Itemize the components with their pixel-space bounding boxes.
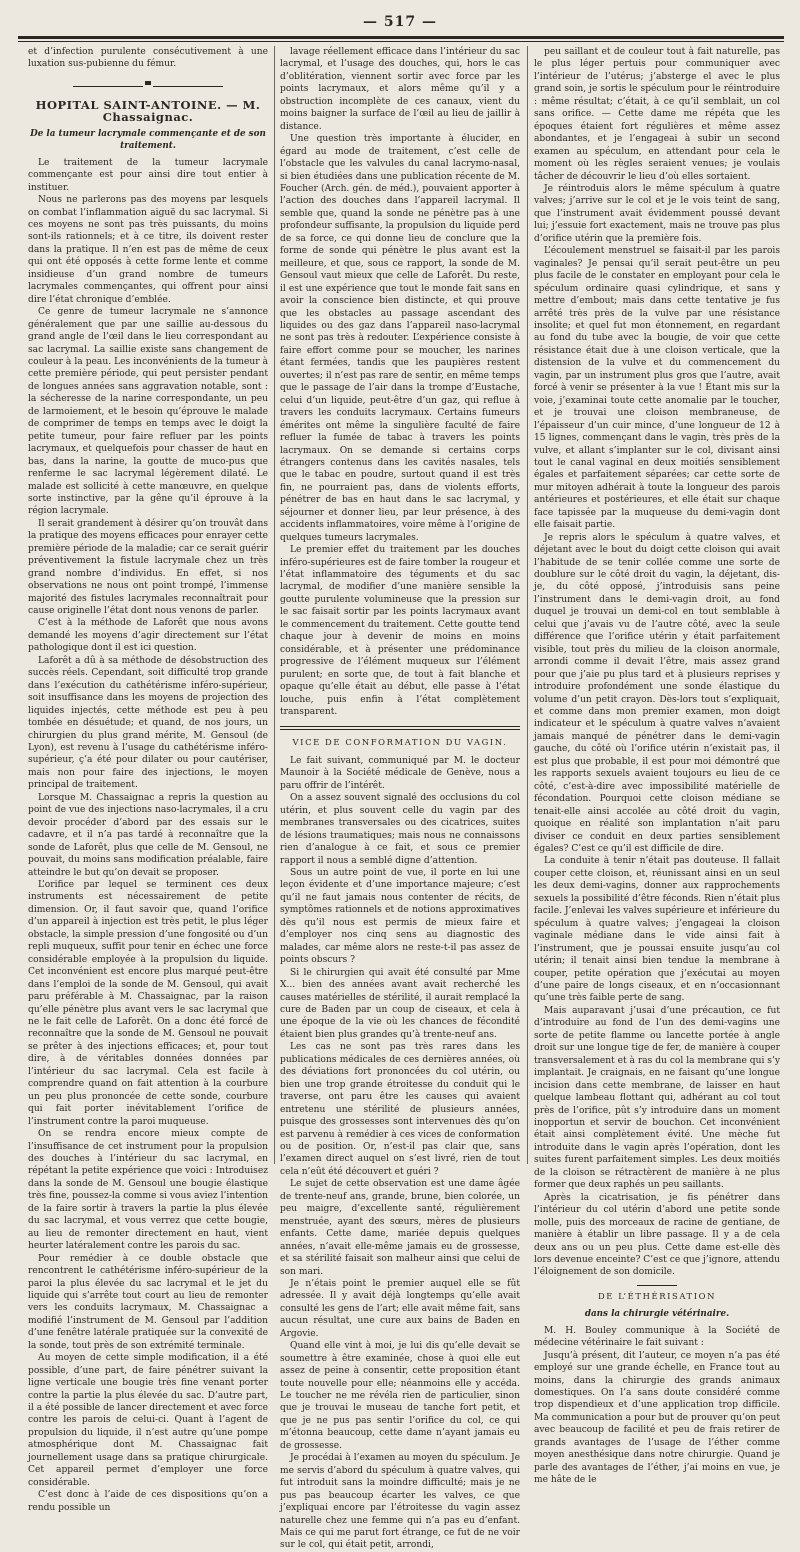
paragraph: lavage réellement efficace dans l’intérieur du sac lacrymal, et l’usage des douches, qui, hors le cas d’oblitération, viennent sortir avec force par les points lacrymaux, et alors même qu’il y a obstruction incomplète de ces canaux, vient du moins baigner la surface de l’œil au lieu de jaillir à distance. [280,47,520,132]
paragraph: peu saillant et de couleur tout à fait naturelle, pas le plus léger pertuis pour communiquer avec l’intérieur de l’utérus; j’absterge el avec le plus grand soin, je sortis le spéculum pour le réintroduire : même résultat; c’était, à ce qu’il semblait, un col sans orifice. — Cette dame me répéta que les époques étaient fort régulières et même assez abondantes, et je l’engageai à subir un second examen au spéculum, en attendant pour cela le moment où les règles seraient venues; je voulais tâcher de découvrir le lieu d’où elles sortaient. [534,47,780,182]
article-body [28,157,268,1514]
paragraph: C’est à la méthode de Laforêt que nous avons demandé les moyens d’agir directement sur l’état pathologique dont il est ici question. [28,618,268,654]
column-divider [274,46,275,1164]
paragraph: Quand elle vint à moi, je lui dis qu’elle devait se soumettre à être examinée, chose à quoi elle eut assez de peine à consentir, cette proposition étant toute nouvelle pour elle; néanmoins elle y accéda. Le toucher ne me révéla rien de particulier, sinon que je trouvai le museau de tanche fort petit, et que je ne pus pas sentir l’orifice du col, ce qui m’étonna beaucoup, cette dame n’ayant jamais eu de grossesse. [280,1341,520,1451]
paragraph: Laforêt a dû à sa méthode de désobstruction des succès réels. Cependant, soit difficulté trop grande dans l’exécution du cathétérisme inféro-supérieur, soit insuffisance dans les moyens de projection des liquides injectés, cette méthode est peu à peu tombée en désuétude; et quand, de nos jours, un chirurgien du plus grand mérite, M. Gensoul (de Lyon), est revenu à l’usage du cathétérisme inféro-supérieur, ç’a été pour dilater ou pour cautériser, mais non pour faire des injections, le moyen principal de traitement. [28,655,268,791]
continuation-text: et d’infection purulente consécutivement à une luxation sus-pubienne du fémur. [28,47,268,70]
section-rule [280,726,520,730]
paragraph: Mais auparavant j’usai d’une précaution, ce fut d’introduire au fond de l’un des demi-vagins une sorte de petite flamme ou lancette portée à angle droit sur une longue tige de fer, de manière à couper transversalement et à ras du col la membrane qui s’y implantait. Je craignais, en ne faisant qu’une longue incision dans cette membrane, de laisser en haut quelque lambeau flottant qui, adhérant au col tout près de l’orifice, pût s’y introduire dans un moment inopportun et servir de bouchon. Cet inconvénient était ainsi complètement évité. Une mèche fut introduite dans le vagin après l’opération, dont les suites furent parfaitement simples. Les deux moitiés de la cloison se rétractèrent de manière à ne plus former que deux raphés un peu saillants. [534,1005,780,1191]
paragraph: Nous ne parlerons pas des moyens par lesquels on combat l’inflammation aiguë du sac lacrymal. Si ces moyens ne sont pas très puissants, du moins sont-ils rationnels; et à ce titre, ils doivent rester dans la pratique. Il n’en est pas de même de ceux qui ont été opposés à cette forme lente et comme insidieuse d’un grand nombre de tumeurs lacrymales commençantes, qui offrent pour ainsi dire l’état chronique d’emblée. [28,195,268,305]
article-subheading: De la tumeur lacrymale commençante et de son traitement. [30,128,266,152]
paragraph: On se rendra encore mieux compte de l’insuffisance de cet instrument pour la propulsion des douches à l’intérieur du sac lacrymal, en répétant la petite expérience que voici : Introduisez dans la sonde de M. Gensoul une bougie élastique très fine, poussez-la comme si vous aviez l’intention de la faire sortir à travers la partie la plus élevée du sac lacrymal, et vous verrez que cette bougie, au lieu de remonter directement en haut, vient heurter latéralement contre les parois du sac. [28,1129,268,1252]
article-body [280,755,520,1552]
paragraph: Les cas ne sont pas très rares dans les publications médicales de ces dernières années, où des déviations fort prononcées du col utérin, ou bien une trop grande étroitesse du conduit qui le traverse, ont paru être les causes qui avaient entretenu une stérilité de plusieurs années, puisque des grossesses sont intervenues dès qu’on est parvenu à remédier à ces vices de conformation ou de position. Or, n’est-il pas clair que, sans l’examen direct auquel on s’est livré, rien de tout cela n’eût été découvert et guéri ? [280,1042,520,1177]
paragraph: Je réintroduis alors le même spéculum à quatre valves; j’arrive sur le col et je le vois teint de sang, que l’instrument avait évidemment poussé devant lui; j’essuie fort exactement, mais ne trouve pas plus d’orifice utérin que la première fois. [534,183,780,244]
page-number: — 517 — [363,14,437,30]
paragraph: Il serait grandement à désirer qu’on trouvât dans la pratique des moyens efficaces pour enrayer cette première période de la maladie; car ce serait guérir préventivement la fistule lacrymale chez un très grand nombre d’individus. En effet, si nos observations ne nous ont point trompé, l’immense majorité des fistules lacrymales reconnaîtrait pour cause originelle l’état dont nous venons de parler. [28,518,268,617]
column-middle [280,46,520,1551]
column-right [534,46,780,1486]
paragraph: L’orifice par lequel se terminent ces deux instruments est nécessairement de petite dimension. Or, il faut savoir que, quand l’orifice d’un appareil à injection est très petit, le plus léger obstacle, la simple pression d’une fongosité ou d’un repli muqueux, suffit pour tenir en échec une force considérable employée à la propulsion du liquide. Cet inconvénient est encore plus marqué peut-être dans l’emploi de la sonde de M. Gensoul, qui avait paru préférable à M. Chassaignac, par la raison qu’elle pénètre plus avant vers le sac lacrymal que ne le fait celle de Laforêt. On a donc été forcé de reconnaître que la sonde de M. Gensoul ne pouvait se prêter à des injections efficaces; et, pour tout dire, à de véritables données données par l’intérieur du sac lacrymal. Cela est facile à comprendre quand on fait attention à la courbure un peu plus prononcée de cette sonde, courbure qui fait porter inévitablement l’orifice de l’instrument contre la paroi muqueuse. [28,880,268,1127]
paragraph: Le fait suivant, communiqué par M. le docteur Maunoir à la Société médicale de Genève, nous a paru offrir de l’intérêt. [280,755,520,791]
paragraph: Jusqu’à présent, dit l’auteur, ce moyen n’a pas été employé sur une grande échelle, en France tout au moins, dans la chirurgie des grands animaux domestiques. On l’a sans doute considéré comme trop dispendieux et d’une application trop difficile. Ma communication a pour but de prouver qu’on peut avec beaucoup de facilité et peu de frais retirer de grands avantages de l’usage de l’éther comme moyen anesthésique dans notre chirurgie. Quand je parle des avantages de l’éther, j’ai moins en vue, je me hâte de le [534,1350,780,1486]
section-subtitle: dans la chirurgie vétérinaire. [584,1309,730,1320]
paragraph: Au moyen de cette simple modification, il a été possible, d’une part, de faire pénétrer suivant la ligne verticale une bougie très fine venant porter contre la partie la plus élevée du sac. D’autre part, il a été possible de lancer directement et avec force contre les parois de celui-ci. Quant à l’agent de propulsion du liquide, il n’est autre qu’une pompe atmosphérique dont M. Chassaignac fait journellement usage dans sa pratique chirurgicale. Cet appareil permet d’employer une force considérable. [28,1353,268,1488]
article-body [534,1325,780,1487]
paragraph: On a assez souvent signalé des occlusions du col utérin, et plus souvent celle du vagin par des membranes transversales ou des cicatrices, suites de lésions traumatiques; mais nous ne connaissons rien d’analogue à ce fait, et sous ce premier rapport il nous a semblé digne d’attention. [280,793,520,866]
ornamental-separator [28,81,268,89]
paragraph: Sous un autre point de vue, il porte en lui une leçon évidente et d’une importance majeure; c’est qu’il ne faut jamais nous contenter de récits, de symptômes rationnels et de notions approximatives dès qu’il nous est permis de mieux faire et d’employer nos cinq sens au diagnostic des malades, car même alors ne reste-t-il pas assez de points obscurs ? [280,868,520,966]
paragraph: Le traitement de la tumeur lacrymale commençante est pour ainsi dire tout entier à instituer. [28,157,268,193]
paragraph: Je n’étais point le premier auquel elle se fût adressée. Il y avait déjà longtemps qu’elle avait consulté les gens de l’art; elle avait même fait, sans aucun résultat, une cure aux bains de Baden en Argovie. [280,1278,520,1339]
paragraph: L’écoulement menstruel se faisait-il par les parois vaginales? Je pensai qu’il serait peut-être un peu plus facile de le constater en employant pour cela le spéculum ordinaire quasi cylindrique, et sans y mettre d’embout; mais dans cette tentative je fus arrêté très près de la vulve par une résistance insolite; et quel fut mon étonnement, en regardant au fond du tube avec la bougie, de voir que cette résistance était due à une cloison verticale, que la distension de la vulve et du commencement du vagin, par un instrument plus gros que l’autre, avait forcé à venir se présenter à la vue ! Étant mis sur la voie, j’examinai toute cette anomalie par le toucher, et je trouvai une cloison membraneuse, de l’épaisseur d’un cuir mince, d’une longueur de 12 à 15 lignes, commençant dans le vagin, très près de la vulve, et allant s’implanter sur le col, divisant ainsi tout le canal vaginal en deux moitiés sensiblement égales et parfaitement séparées; car cette sorte de mur mitoyen adhérait à toute la longueur des parois antérieures et postérieures, et elle était sur chaque face tapissée par la muqueuse du demi-vagin dont elle faisait partie. [534,246,780,531]
paragraph: Je repris alors le spéculum à quatre valves, et déjetant avec le bout du doigt cette cloison qui avait l’habitude de se tenir collée comme une sorte de doublure sur le côté droit du vagin, la déjetant, dis-je, du côté opposé, j’introduisis sans peine l’instrument dans le demi-vagin droit, au fond duquel je trouvai un demi-col en tout semblable à celui que j’avais vu de l’autre côté, avec la seule différence que l’orifice utérin y était parfaitement visible, tout près du milieu de la cloison anormale, arrondi comme il devait l’être, mais assez grand pour que j’aie pu plus tard et à plusieurs reprises y introduire profondément une sonde élastique du volume d’un petit crayon. Dès-lors tout s’expliquait, et comme dans mon premier examen, mon doigt indicateur et le spéculum à quatre valves n’avaient jamais manqué de pénétrer dans le demi-vagin gauche, du côté où l’orifice utérin n’existait pas, il est plus que probable, il est pour moi démontré que les rapports sexuels avaient toujours eu lieu de ce côté, c’est-à-dire avec impossibilité matérielle de fécondation. Pourquoi cette cloison médiane se tenait-elle ainsi accolée au côté droit du vagin, quoique en réalité son implantation n’ait paru diviser ce conduit en deux parties sensiblement égales? C’est ce qu’il est difficile de dire. [534,532,780,854]
article-heading: HOPITAL SAINT-ANTOINE. — M. Chassaignac. [35,97,261,125]
paragraph: Pour remédier à ce double obstacle que rencontrent le cathétérisme inféro-supérieur de la paroi la plus élevée du sac lacrymal et le jet du liquide qui s’arrête tout court au lieu de remonter vers les conduits lacrymaux, M. Chassaignac a modifié l’instrument de M. Gensoul par l’addition d’une fenêtre latérale pratiquée sur la convexité de la sonde, tout près de son extrémité terminale. [28,1253,268,1351]
paragraph: Je procédai à l’examen au moyen du spéculum. Je me servis d’abord du spéculum à quatre valves, qui fut introduit sans la moindre difficulté; mais je ne pus pas beaucoup écarter les valves, ce que j’expliquai encore par l’étroitesse du vagin assez naturelle chez une femme qui n’a pas eu d’enfant. Mais ce qui me parut fort étrange, ce fut de ne voir sur le col, qui était petit, arrondi, [280,1453,520,1551]
article-body [280,46,520,718]
paragraph: La conduite à tenir n’était pas douteuse. Il fallait couper cette cloison, et, réunissant ainsi en un seul les deux demi-vagins, donner aux rapprochements sexuels la possibilité d’être féconds. Rien n’était plus facile. J’enlevai les valves supérieure et inférieure du spéculum à quatre valves; j’engageai la cloison vaginale médiane dans le vide ainsi fait à l’instrument, que je poussai ensuite jusqu’au col utérin; il tenait ainsi bien tendue la membrane à couper, petite opération que j’exécutai au moyen d’une paire de longs ciseaux, et en n’occasionnant qu’une très faible perte de sang. [534,856,780,1004]
section-rule [637,1285,677,1286]
paragraph: M. H. Bouley communique à la Société de médecine vétérinaire le fait suivant : [534,1325,780,1349]
article-body [534,46,780,1279]
section-title: VICE DE CONFORMATION DU VAGIN. [292,737,508,748]
section-title: DE L’ÉTHÉRISATION [597,1290,717,1301]
paragraph: Ce genre de tumeur lacrymale ne s’annonce généralement que par une saillie au-dessous du grand angle de l’œil dans le lieu correspondant au sac lacrymal. La saillie existe sans changement de couleur à la peau. Les inconvénients de la tumeur à cette première période, qui peut persister pendant de longues années sans aggravation notable, sont : la sécheresse de la narine correspondante, un peu de larmoiement, et le besoin qu’éprouve le malade de comprimer de temps en temps avec le doigt la petite tumeur, pour faire refluer par les points lacrymaux, et quelquefois pour chasser de haut en bas, dans la narine, la goutte de muco-pus que renferme le sac lacrymal légèrement dilaté. Le malade est sollicité à cette manœuvre, en quelque sorte instinctive, par la gêne qu’il éprouve à la région lacrymale. [28,307,268,517]
paragraph: Si le chirurgien qui avait été consulté par Mme X... bien des années avant avait recherché les causes matérielles de stérilité, il aurait remplacé la cure de Baden par un coup de ciseaux, et cela à une époque de la vie où les chances de fécondité étaient bien plus grandes qu’à trente-neuf ans. [280,967,520,1040]
paragraph: Lorsque M. Chassaignac a repris la question au point de vue des injections naso-lacrymales, il a cru devoir procéder d’abord par des essais sur le cadavre, et il n’a pas tardé à reconnaître que la sonde de Laforêt, plus que celle de M. Gensoul, ne pouvait, du moins sans modification préalable, faire atteindre le but qu’on devait se proposer. [28,792,268,878]
paragraph: C’est donc à l’aide de ces dispositions qu’on a rendu possible un [28,1490,268,1513]
paragraph: Une question très importante à élucider, en égard au mode de traitement, c’est celle de l’obstacle que les valvules du canal lacrymo-nasal, si bien étudiées dans une publication récente de M. Foucher (Arch. gén. de méd.), pouvaient apporter à l’action des douches dans l’appareil lacrymal. Il semble que, quand la sonde ne pénètre pas à une profondeur suffisante, la propulsion du liquide perd de sa force, ce qui donne lieu de conclure que la forme de sonde qui pénètre le plus avant est la meilleure, et que, sous ce rapport, la sonde de M. Gensoul vaut mieux que celle de Laforêt. Du reste, il est une expérience que tout le monde fait sans en avoir la conscience bien distincte, et qui prouve que les obstacles au passage ascendant des liquides ou des gaz dans l’appareil naso-lacrymal ne sont pas très à redouter. L’expérience consiste à faire effort comme pour se moucher, les narines étant fermées, tandis que les paupières restent ouvertes; il n’est pas rare de sentir, en même temps que le passage de l’air dans la trompe d’Eustache, celui d’un liquide, peut-être d’un gaz, qui reflue à travers les conduits lacrymaux. Certains fumeurs émérites ont même la singulière faculté de faire refluer la fumée de tabac à travers les points lacrymaux. On se demande si certains corps étrangers contenus dans les cavités nasales, tels que le tabac en poudre, surtout quand il est très fin, ne pourraient pas, dans de violents efforts, pénétrer de bas en haut dans le sac lacrymal, y séjourner et donner lieu, par leur présence, à des accidents inflammatoires, voire même à l’origine de quelques tumeurs lacrymales. [280,134,520,543]
header-rule [18,36,784,42]
paragraph: Le sujet de cette observation est une dame âgée de trente-neuf ans, grande, brune, bien colorée, un peu maigre, d’excellente santé, régulièrement menstruée, ayant des sœurs, mères de plusieurs enfants. Cette dame, mariée depuis quelques années, n’avait elle-même jamais eu de grossesse, et sa stérilité faisait son malheur ainsi que celui de son mari. [280,1179,520,1277]
paragraph: Le premier effet du traitement par les douches inféro-supérieures est de faire tomber la rougeur et l’état inflammatoire des téguments et du sac lacrymal, de modifier d’une manière sensible la goutte purulente volumineuse que la pression sur le sac faisait sortir par les points lacrymaux avant le commencement du traitement. Cette goutte tend chaque jour à devenir de moins en moins considérable, et à présenter une prédominance progressive de l’élément muqueux sur l’élément purulent; en sorte que, de tout à fait blanche et opaque qu’elle était au début, elle passe à l’état louche, puis enfin à l’état complètement transparent. [280,545,520,718]
paragraph: Après la cicatrisation, je fis pénétrer dans l’intérieur du col utérin d’abord une petite sonde molle, puis des morceaux de racine de gentiane, de manière à établir un libre passage. Il y a de cela deux ans ou un peu plus. Cette dame est-elle dès lors devenue enceinte? C’est ce que j’ignore, attendu l’éloignement de son domicile. [534,1192,780,1278]
column-left [28,46,268,1513]
column-divider [527,46,528,1164]
